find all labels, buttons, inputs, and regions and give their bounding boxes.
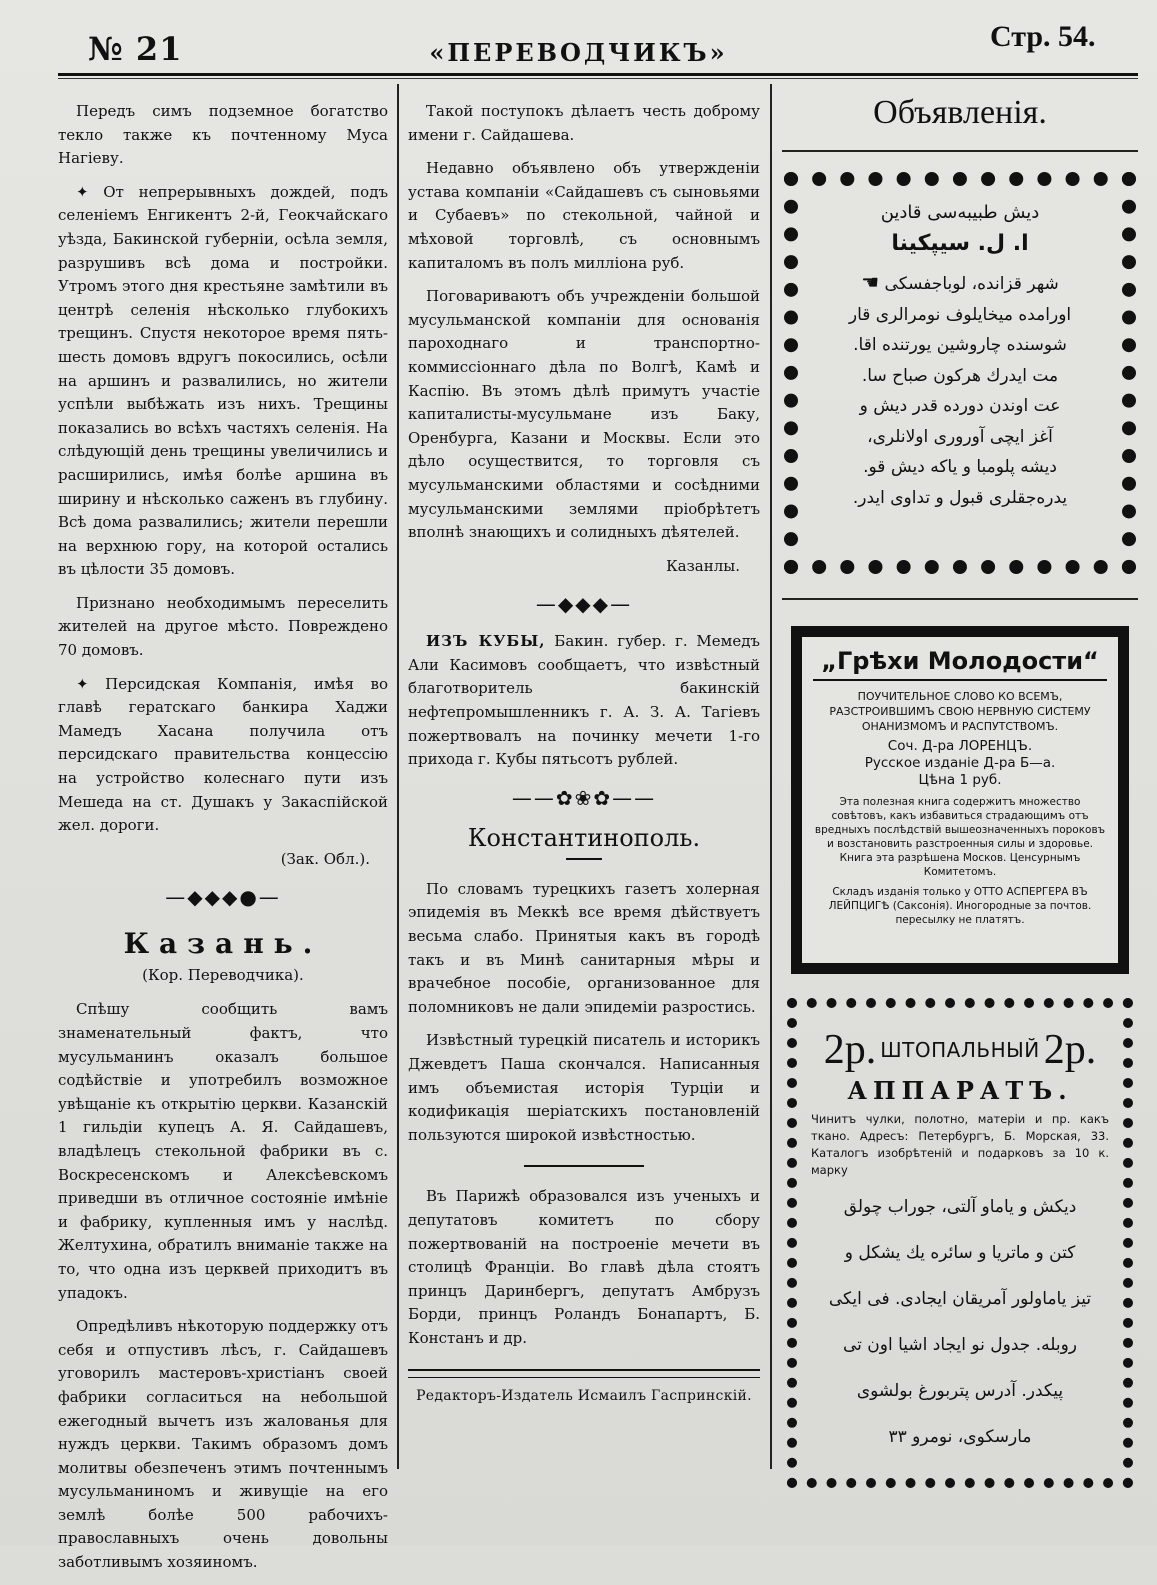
- editor-publisher: Редакторъ-Издатель Исмаилъ Гаспринскій.: [416, 1387, 752, 1404]
- column-ads: [782, 80, 1138, 1490]
- ad-line: شهر قزانده، لوباجفسکی ☚: [861, 270, 1059, 294]
- ad-price-line: [811, 1026, 1109, 1074]
- ad-rule: [782, 598, 1138, 600]
- article-paragraph: ✦ От непрерывныхъ дождей, подъ селеніемъ Енгикентъ 2-й, Геокчайскаго уѣзда, Бакинской губерніи, осѣла земля, разрушивъ всѣ дома и постройки. Утромъ этого дня крестьяне замѣтили въ центрѣ селенія нѣсколько глубокихъ трещинъ. Спустя некоторое время пять-шесть домовъ вдругъ покосились, осѣли на аршинъ и развалились, но жители успѣли выбѣжать изъ нихъ. Трещины показались во всѣхъ частяхъ селенія. На слѣдующій день трещины увеличились и расширились, имѣя болѣе аршина въ ширину и нѣсколько саженъ въ глубину. Всѣ дома развалились; жители перешли на верхнюю гору, на которой остались въ цѣлости 35 домовъ.: [58, 182, 388, 579]
- ad-book-edition: Русское изданіе Д-ра Б—а.: [864, 755, 1056, 771]
- ad-book-body: Эта полезная книга содержитъ множество совѣтовъ, какъ избавиться страдающимъ отъ вредныхъ послѣдствій вышеозначенныхъ пороковъ и возстановить разстроенныя силы и здоровье. Книга эта разрѣшена Москов. Ценсурнымъ Комитетомъ.: [814, 796, 1106, 878]
- ornament-divider: —◆◆◆●—: [165, 885, 281, 910]
- newspaper-title: «ПЕРЕВОДЧИКЪ»: [429, 38, 728, 67]
- article-paragraph: Спѣшу сообщить вамъ знаменательный фактъ, что мусульманинъ оказалъ большое содѣйствіе и употребилъ возможное увѣщаніе къ открытію церкви. Казанскій 1 гильдіи купецъ А. Я. Сайдашевъ, владѣлецъ стекольной фабрики въ с. Воскресенскомъ и Алексѣевскомъ приведши въ отличное состояніе имѣніе и фабрику, купленныя имъ у наслѣд. Желтухина, обратилъ вниманіе также на то, что одна изъ церквей приходитъ въ упадокъ.: [58, 1000, 388, 1302]
- article-source: (Зак. Обл.).: [280, 849, 370, 868]
- ad-line: آغز ایچی آوروری اولانلری،: [867, 426, 1053, 447]
- short-rule: [566, 858, 602, 860]
- ad-rule: [782, 150, 1138, 152]
- product-description: Чинитъ чулки, полотно, матеріи и пр. какъ ткано. Адресъ: Петербургъ, Б. Морская, 33. Каталогъ изобрѣтеній и подарковъ за 10 к. марку: [811, 1112, 1109, 1177]
- diamond-bullet-icon: ✦: [76, 674, 106, 693]
- price-right: 2р.: [1043, 1027, 1097, 1073]
- article-paragraph: Такой поступокъ дѣлаетъ честь доброму имени г. Сайдашева.: [408, 102, 760, 144]
- diamond-bullet-icon: ✦: [76, 182, 104, 201]
- ad-line: روبله. جدول نو ایجاد اشیا اون تی: [843, 1335, 1077, 1355]
- product-adjective: ШТОПАЛЬНЫЙ: [880, 1038, 1040, 1062]
- ad-line: دیشه پلومبا و یاکه دیش قو.: [863, 457, 1057, 477]
- article-paragraph: ИЗЪ КУБЫ, Бакин. губер. г. Мемедъ Али Касимовъ сообщаетъ, что извѣстный благотворитель бакинскій нефтепромышленникъ г. А. З. А. Тагіевъ пожертвовалъ на починку мечети 1-го прихода г. Кубы пятьсотъ рублей.: [408, 632, 760, 769]
- footer-rule-thin: [408, 1377, 760, 1378]
- ornament-divider: —◆◆◆—: [535, 592, 633, 617]
- ad-line: دیکش و یاماو آلتی، جوراب چولق: [843, 1197, 1077, 1217]
- ad-line: شوسنده چاروشین یورتنده اقا.: [853, 335, 1067, 355]
- article-paragraph: Признано необходимымъ переселить жителей на другое мѣсто. Повреждено 70 домовъ.: [58, 593, 388, 660]
- section-title-kazan: Казань.: [123, 927, 323, 961]
- ornament-divider: ——✿❀✿——: [511, 785, 657, 810]
- ad-book-stock: Складъ изданія только у ОТТО АСПЕРГЕРА ВЪ ЛЕЙПЦИГѢ (Саксонія). Иногородные за почтов. пересылку не платятъ.: [828, 886, 1092, 926]
- article-paragraph: Въ Парижѣ образовался изъ ученыхъ и депутатовъ комитетъ по сбору пожертвованій на построеніе мечети въ столицѣ Франціи. Во главѣ дѣла стоятъ принцъ Даринбергъ, депутатъ Амбрузъ Борди, принцъ Роландъ Бонапартъ, Б. Констанъ и др.: [408, 1187, 760, 1347]
- article-paragraph: По словамъ турецкихъ газетъ холерная эпидемія въ Меккѣ все время дѣйствуетъ весьма слабо. Принятыя какъ въ городѣ такъ и въ Минѣ санитарныя мѣры и врачебное пособіе, организованное для поломниковъ не дали эпидеміи разростись.: [408, 879, 760, 1016]
- ads-heading: Объявленія.: [873, 94, 1047, 131]
- section-title-constantinople: Константинополь.: [467, 823, 701, 852]
- ad-darning-apparatus: [785, 996, 1135, 1490]
- article-paragraph: Недавно объявлено объ утвержденіи устава компаніи «Сайдашевъ съ сыновьями и Субаевъ» по стекольной, чайной и мѣховой торговлѣ, съ основнымъ капиталомъ въ полъ милліона руб.: [408, 159, 760, 272]
- ad-dentist: [784, 172, 1136, 574]
- column-middle: [408, 100, 760, 1404]
- ad-line: پیکدر. آدرس پتربورغ بولشوی: [856, 1381, 1064, 1401]
- article-paragraph: Опредѣливъ нѣкоторую поддержку отъ себя и отпустивъ лѣсъ, г. Сайдашевъ уговорилъ мастеровъ-христіанъ своей фабрики согласиться на небольшой ежегодный вычетъ изъ жалованья для нуждъ церкви. Такимъ образомъ домъ молитвы обезпеченъ этимъ почтеннымъ мусульманиномъ и живущіе на его землѣ болѣе 500 рабочихъ-православныхъ очень довольны заботливымъ хозяиномъ.: [58, 1317, 388, 1572]
- dateline: ИЗЪ КУБЫ,: [426, 632, 546, 651]
- ad-line: یدره‌جقلری قبول و تداوی ایدر.: [852, 487, 1068, 508]
- section-rule: [524, 1165, 644, 1167]
- article-signature: Казанлы.: [666, 556, 740, 575]
- ad-line: کتن و ماتریا و سائره یك یشکل و: [844, 1243, 1076, 1263]
- ad-line: اورامده میخایلوف نومرالری قار: [848, 304, 1072, 325]
- ad-line: مارسکوی، نومرو ۳۳: [888, 1427, 1032, 1447]
- ad-book-author: Соч. Д-ра ЛОРЕНЦЪ.: [887, 738, 1033, 754]
- article-paragraph: Передъ симъ подземное богатство текло также къ почтенному Муса Нагіеву.: [58, 102, 388, 168]
- product-name: АППАРАТЪ.: [847, 1076, 1073, 1105]
- column-divider-left: [397, 84, 399, 1469]
- price-left: 2р.: [823, 1027, 877, 1073]
- ad-line: مت ایدرك هركون صباح سا.: [861, 365, 1059, 386]
- header-rule-thin: [58, 78, 1138, 79]
- page-number: Стр. 54.: [990, 20, 1096, 53]
- footer-rule: [408, 1369, 760, 1371]
- section-subtitle: (Кор. Переводчика).: [142, 966, 304, 985]
- pointing-hand-icon: ☚: [861, 270, 880, 294]
- header-rule: [58, 73, 1138, 76]
- ad-book: [791, 626, 1129, 974]
- ad-line: تیز یاماولور آمریقان ایجادی. فی ایکی: [828, 1289, 1092, 1309]
- article-paragraph: Поговариваютъ объ учрежденіи большой мусульманской компаніи для основанія пароходнаго и транспортно-коммиссіоннаго дѣла по Волгѣ, Камѣ и Каспію. Въ этомъ дѣлѣ примутъ участіе капиталисты-мусульмане изъ Баку, Оренбурга, Казани и Москвы. Если это дѣло осуществится, то торговля съ мусульманскими областями и сосѣдними мусульманскими землями пріобрѣтетъ вполнѣ знающихъ и солидныхъ дѣятелей.: [408, 287, 760, 542]
- ad-book-title: „Грѣхи Молодости“: [813, 647, 1107, 681]
- ad-book-subtitle: ПОУЧИТЕЛЬНОЕ СЛОВО КО ВСЕМЪ, РАЗСТРОИВШИМЪ СВОЮ НЕРВНУЮ СИСТЕМУ ОНАНИЗМОМЪ И РАСПУТСТВОМЪ.: [829, 690, 1091, 733]
- ad-line: دیش طبیبه‌سی قادین: [880, 202, 1040, 223]
- issue-number: № 21: [88, 30, 183, 68]
- column-left: [58, 100, 388, 1585]
- ad-line: عت اوندن دورده قدر دیش و: [859, 396, 1061, 416]
- article-paragraph: ✦ Персидская Компанія, имѣя во главѣ гератскаго банкира Хаджи Мамедъ Хасана получила отъ персидскаго правительства концессію на устройство колеснаго пути изъ Мешеда на ст. Душакъ у Закаспійской жел. дороги.: [58, 674, 388, 835]
- article-paragraph: Извѣстный турецкій писатель и историкъ Джевдетъ Паша скончался. Написанныя имъ объемистая исторія Турціи и кодификація шеріатскихъ постановленій пользуются широкой извѣстностью.: [408, 1031, 760, 1144]
- ad-line: ا. ل. سیپکینا: [891, 230, 1029, 256]
- ad-book-price: Цѣна 1 руб.: [918, 772, 1002, 788]
- column-divider-right: [770, 84, 772, 1469]
